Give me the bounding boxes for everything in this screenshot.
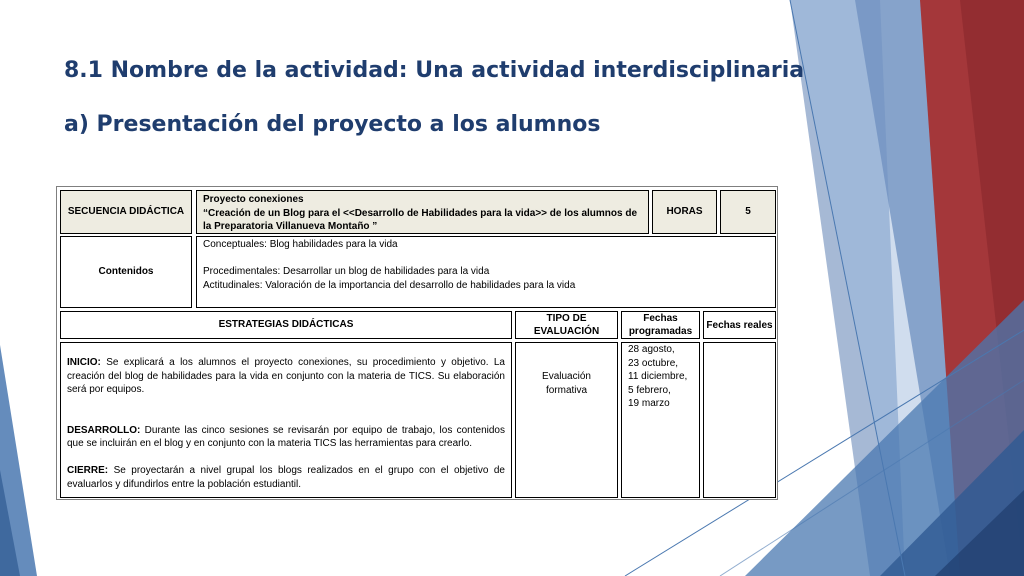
activity-table [56, 186, 778, 500]
desarrollo-label: DESARROLLO: [67, 424, 141, 436]
fecha-item: 23 octubre, [628, 357, 679, 369]
tipo-header-cell [515, 311, 618, 339]
fecha-item: 11 diciembre, [628, 371, 688, 382]
project-title: Proyecto conexiones [203, 194, 304, 205]
contenido-conceptual: Conceptuales: Blog habilidades para la vida [203, 239, 398, 250]
fechas-reales-cell [703, 342, 776, 498]
fechas-programadas-cell [621, 342, 700, 498]
estrategias-header-cell [60, 311, 512, 339]
estrategias-cell [60, 342, 512, 498]
contenidos-cell [196, 236, 776, 308]
desarrollo-paragraph [67, 424, 505, 451]
cierre-text: Se proyectarán a nivel grupal los blogs realizados en el grupo con el objetivo de evaluarlos y difundirlos entre la población estudiantil. [67, 465, 505, 490]
fecha-item: 19 marzo [628, 398, 670, 409]
secuencia-label: SECUENCIA DIDÁCTICA [67, 206, 185, 218]
fecha-item: 28 agosto, [628, 344, 675, 355]
slide-subtitle: a) Presentación del proyecto a los alumnos [64, 112, 601, 137]
horas-label: HORAS [666, 206, 703, 218]
project-description: “Creación de un Blog para el <<Desarrollo de Habilidades para la vida>> de los alumnos de la Preparatoria Villanueva Montaño ” [203, 207, 638, 232]
fechas-programadas-header: Fechas programadas [628, 313, 693, 337]
cierre-label: CIERRE: [67, 465, 109, 476]
fechas-reales-header: Fechas reales [706, 319, 773, 331]
evaluacion-text: Evaluación formativa [542, 371, 591, 396]
secuencia-label-cell [60, 190, 192, 234]
contenido-actitudinal: Actitudinales: Valoración de la importancia del desarrollo de habilidades para la vida [203, 279, 576, 291]
horas-label-cell [652, 190, 717, 234]
fechas-programadas-header-cell [621, 311, 700, 339]
fechas-reales-header-cell [703, 311, 776, 339]
contenidos-label: Contenidos [98, 266, 154, 278]
contenidos-label-cell [60, 236, 192, 308]
cierre-paragraph [67, 464, 505, 491]
tipo-header: TIPO DE EVALUACIÓN [533, 313, 600, 337]
project-cell [196, 190, 649, 234]
inicio-text: Se explicará a los alumnos el proyecto conexiones, su procedimiento y objetivo. La creación del blog de habilidades para la vida en conjunto con la materia de TICS. Su elaboración será por equipos. [67, 357, 505, 395]
horas-value: 5 [745, 206, 751, 218]
slide-title: 8.1 Nombre de la actividad: Una actividad interdisciplinaria [64, 58, 805, 83]
horas-value-cell [720, 190, 776, 234]
fecha-item: 5 febrero, [628, 384, 671, 396]
inicio-paragraph [67, 356, 505, 397]
estrategias-header: ESTRATEGIAS DIDÁCTICAS [218, 319, 354, 331]
desarrollo-text: Durante las cinco sesiones se revisarán por equipo de trabajo, los contenidos que se incluirán en el blog y en conjunto con la materia TICS las herramientas para crearlo. [67, 424, 505, 449]
contenido-procedimental: Procedimentales: Desarrollar un blog de habilidades para la vida [203, 266, 490, 277]
inicio-label: INICIO: [67, 357, 101, 368]
evaluacion-cell [515, 342, 618, 498]
